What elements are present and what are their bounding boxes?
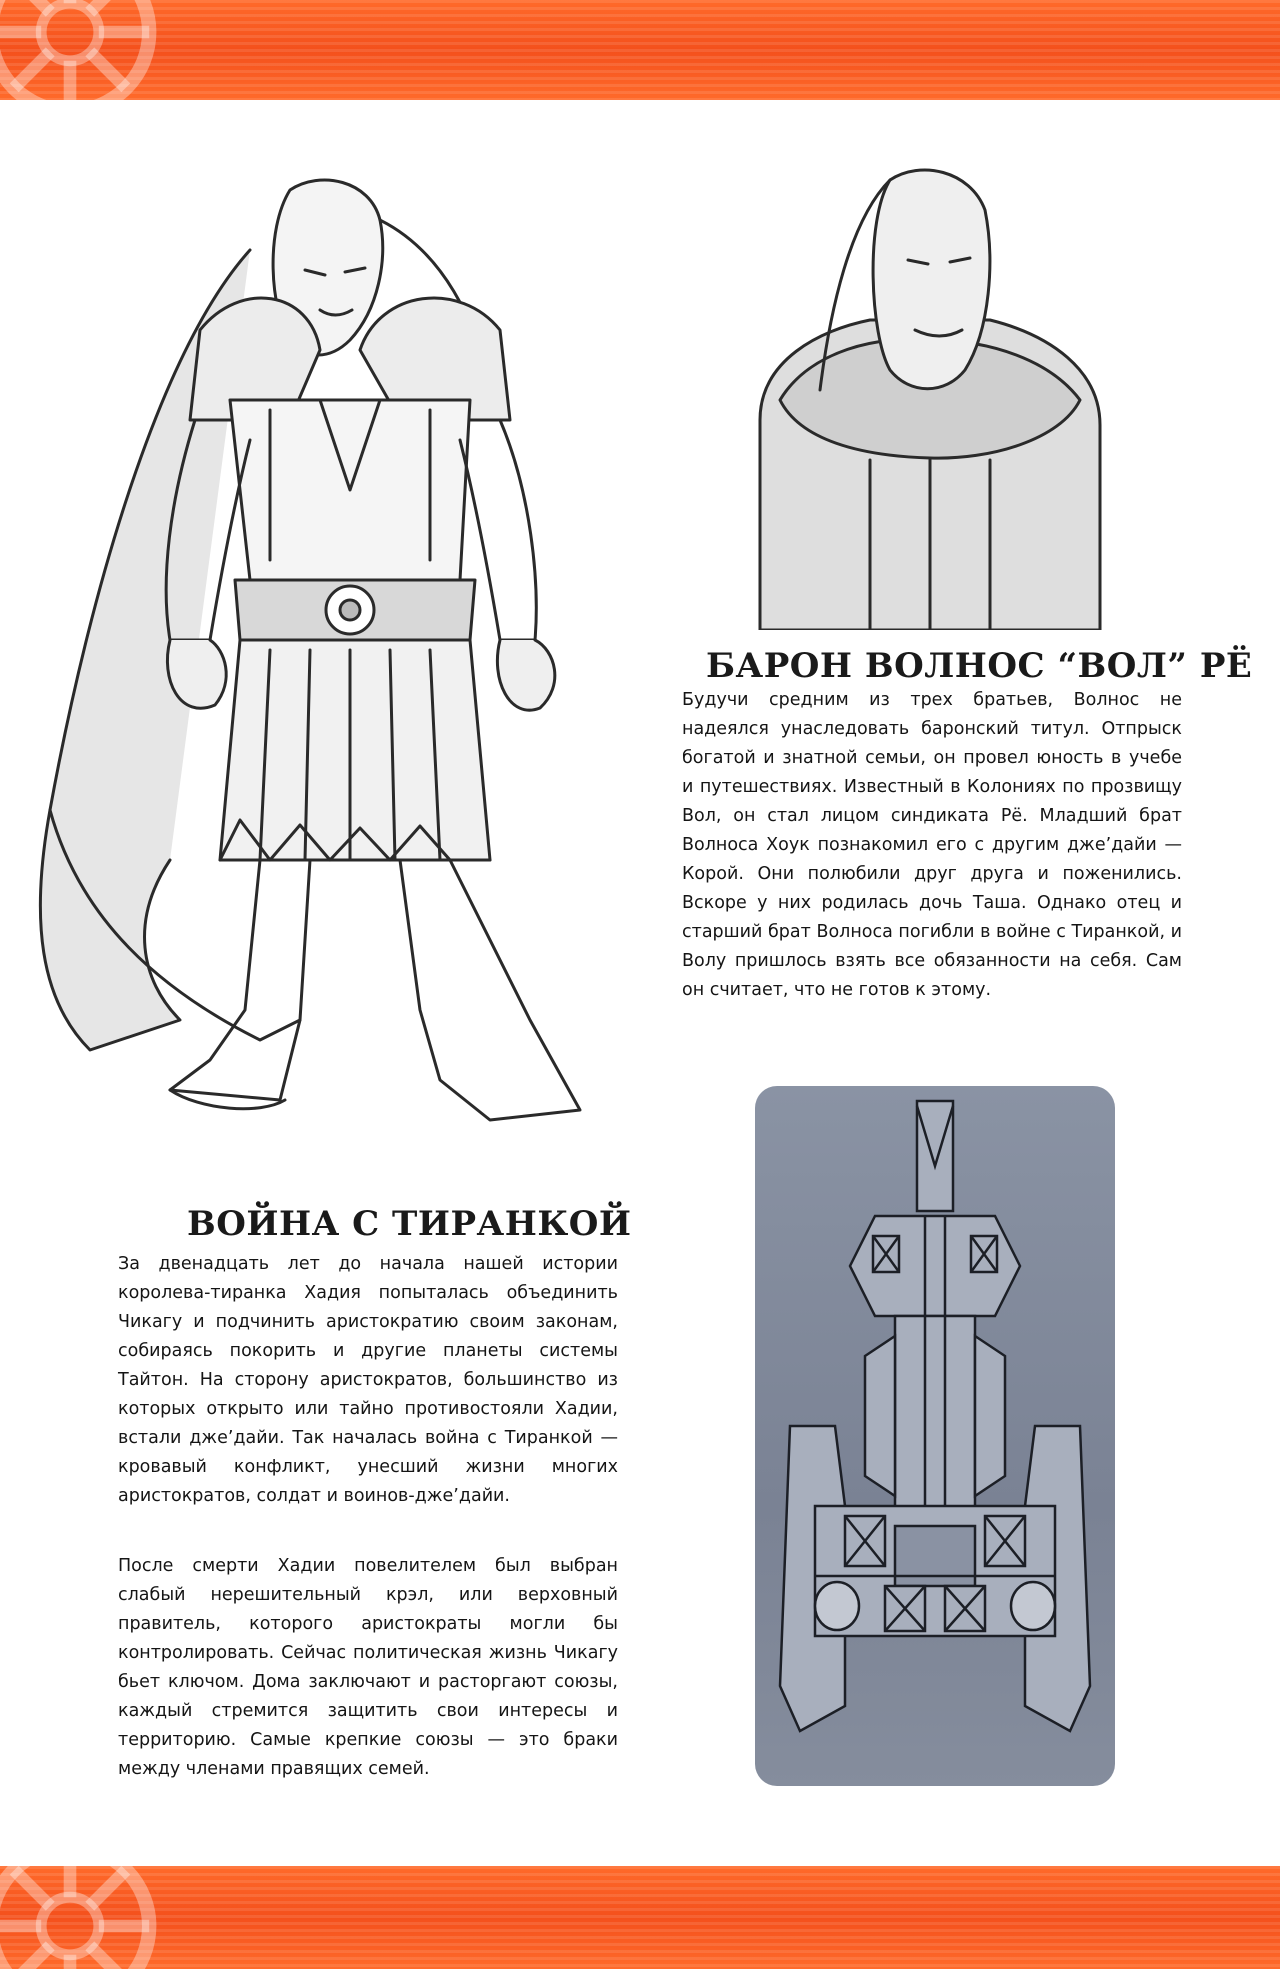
war-paragraph-1: За двенадцать лет до начала нашей истории королева-тиранка Хадия попыталась объединить Чикагу и подчинить аристократию своим законам, собираясь покорить и другие планеты системы Тайтон. На сторону аристократов, большинство из которых открыто или тайно противостояли Хадии, встали дже’дайи. Так началась война с Тиранкой — кровавый конфликт, унесший жизни многих аристократов, солдат и воинов-дже’дайи. [118, 1254, 618, 1506]
starship-blueprint-illustration [755, 1086, 1115, 1786]
starship-blueprint-panel [755, 1086, 1115, 1786]
armored-figure-illustration [20, 160, 620, 1150]
imperial-emblem-icon [0, 1866, 160, 1969]
top-banner [0, 0, 1280, 100]
war-heading: ВОЙНА С ТИРАНКОЙ [187, 1204, 632, 1244]
baron-heading: БАРОН ВОЛНОС “ВОЛ” РЁ [706, 646, 1253, 686]
baron-paragraph: Будучи средним из трех братьев, Волнос не надеялся унаследовать баронский титул. Отпрыск богатой и знатной семьи, он провел юность в учебе и путешествиях. Известный в Колониях по прозвищу Вол, он стал лицом синдиката Рё. Младший брат Волноса Хоук познакомил его с другим дже’дайи — Корой. Они полюбили друг друга и поженились. Вскоре у них родилась дочь Таша. Однако отец и старший брат Волноса погибли в войне с Тиранкой, и Волу пришлось взять все обязанности на себя. Сам он считает, что не готов к этому. [682, 690, 1182, 1000]
bottom-banner [0, 1866, 1280, 1969]
imperial-emblem-icon [0, 0, 160, 100]
war-paragraph-2: После смерти Хадии повелителем был выбран слабый нерешительный крэл, или верховный правитель, которого аристократы могли бы контролировать. Сейчас политическая жизнь Чикагу бьет ключом. Дома заключают и расторгают союзы, каждый стремится защитить свои интересы и территорию. Самые крепкие союзы — это браки между членами правящих семей. [118, 1556, 618, 1779]
baron-portrait-illustration [750, 160, 1110, 630]
